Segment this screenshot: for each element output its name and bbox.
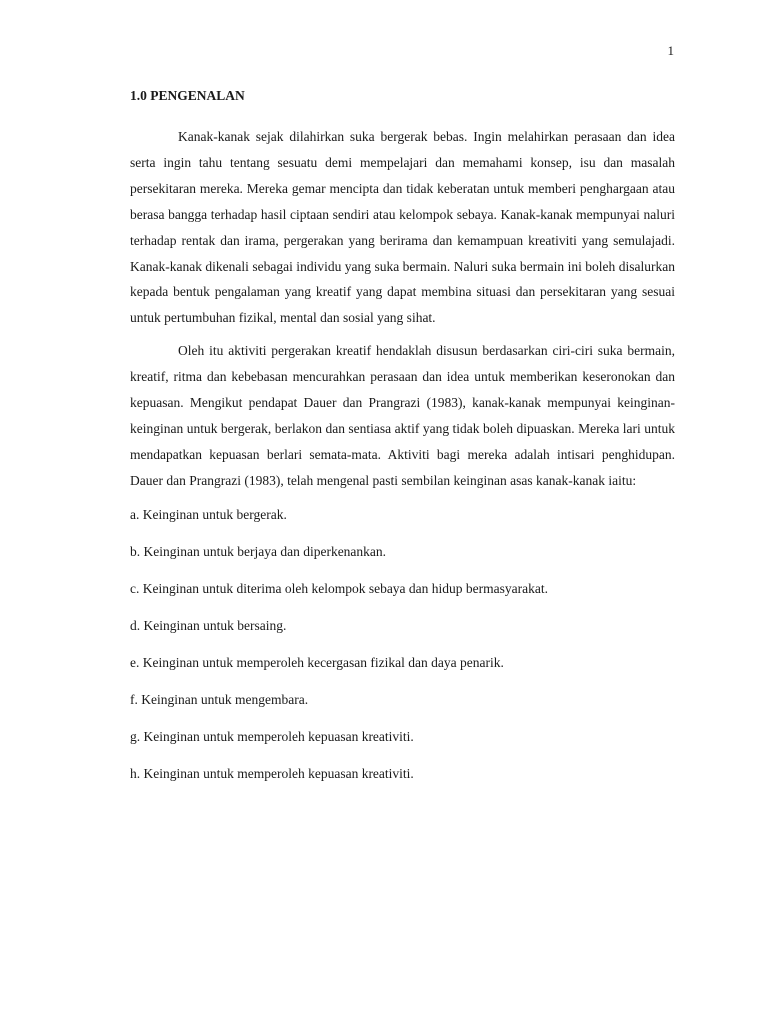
list-item: e. Keinginan untuk memperoleh kecergasan fizikal dan daya penarik.: [130, 654, 504, 670]
section-heading: 1.0 PENGENALAN: [130, 88, 245, 103]
list-item: d. Keinginan untuk bersaing.: [130, 617, 287, 633]
page-content: [130, 87, 675, 802]
paragraph-introduction: Kanak-kanak sejak dilahirkan suka bergerak bebas. Ingin melahirkan perasaan dan idea serta ingin tahu tentang sesuatu demi mempelajari dan memahami konsep, isu dan masalah persekitaran mereka. Mereka gemar mencipta dan tidak keberatan untuk memberi penghargaan atau berasa bangga terhadap hasil ciptaan sendiri atau kelompok sebaya. Kanak-kanak mempunyai naluri terhadap rentak dan irama, pergerakan yang berirama dan kemampuan kreativiti yang semulajadi. Kanak-kanak dikenali sebagai individu yang suka bermain. Naluri suka bermain ini boleh disalurkan kepada bentuk pengalaman yang kreatif yang dapat membina situasi dan persekitaran yang sesuai untuk pertumbuhan fizikal, mental dan sosial yang sihat.: [130, 129, 675, 326]
list-item: b. Keinginan untuk berjaya dan diperkenankan.: [130, 543, 387, 559]
paragraph-creative-movement: Oleh itu aktiviti pergerakan kreatif hendaklah disusun berdasarkan ciri-ciri suka bermain, kreatif, ritma dan kebebasan mencurahkan perasaan dan idea untuk memberikan keseronokan dan kepuasan. Mengikut pendapat Dauer dan Prangrazi (1983), kanak-kanak mempunyai keinginan-keinginan untuk bergerak, berlakon dan sentiasa aktif yang tidak boleh dipuaskan. Mereka lari untuk mendapatkan kepuasan berlari semata-mata. Aktiviti bagi mereka adalah intisari penghidupan. Dauer dan Prangrazi (1983), telah mengenal pasti sembilan keinginan asas kanak-kanak iaitu:: [130, 343, 675, 488]
list-item: h. Keinginan untuk memperoleh kepuasan kreativiti.: [130, 765, 414, 781]
list-item: g. Keinginan untuk memperoleh kepuasan kreativiti.: [130, 728, 414, 744]
list-item: c. Keinginan untuk diterima oleh kelompok sebaya dan hidup bermasyarakat.: [130, 580, 548, 596]
page-number: 1: [667, 43, 674, 58]
list-item: a. Keinginan untuk bergerak.: [130, 506, 287, 522]
desires-list: [130, 506, 675, 783]
list-item: f. Keinginan untuk mengembara.: [130, 691, 309, 707]
